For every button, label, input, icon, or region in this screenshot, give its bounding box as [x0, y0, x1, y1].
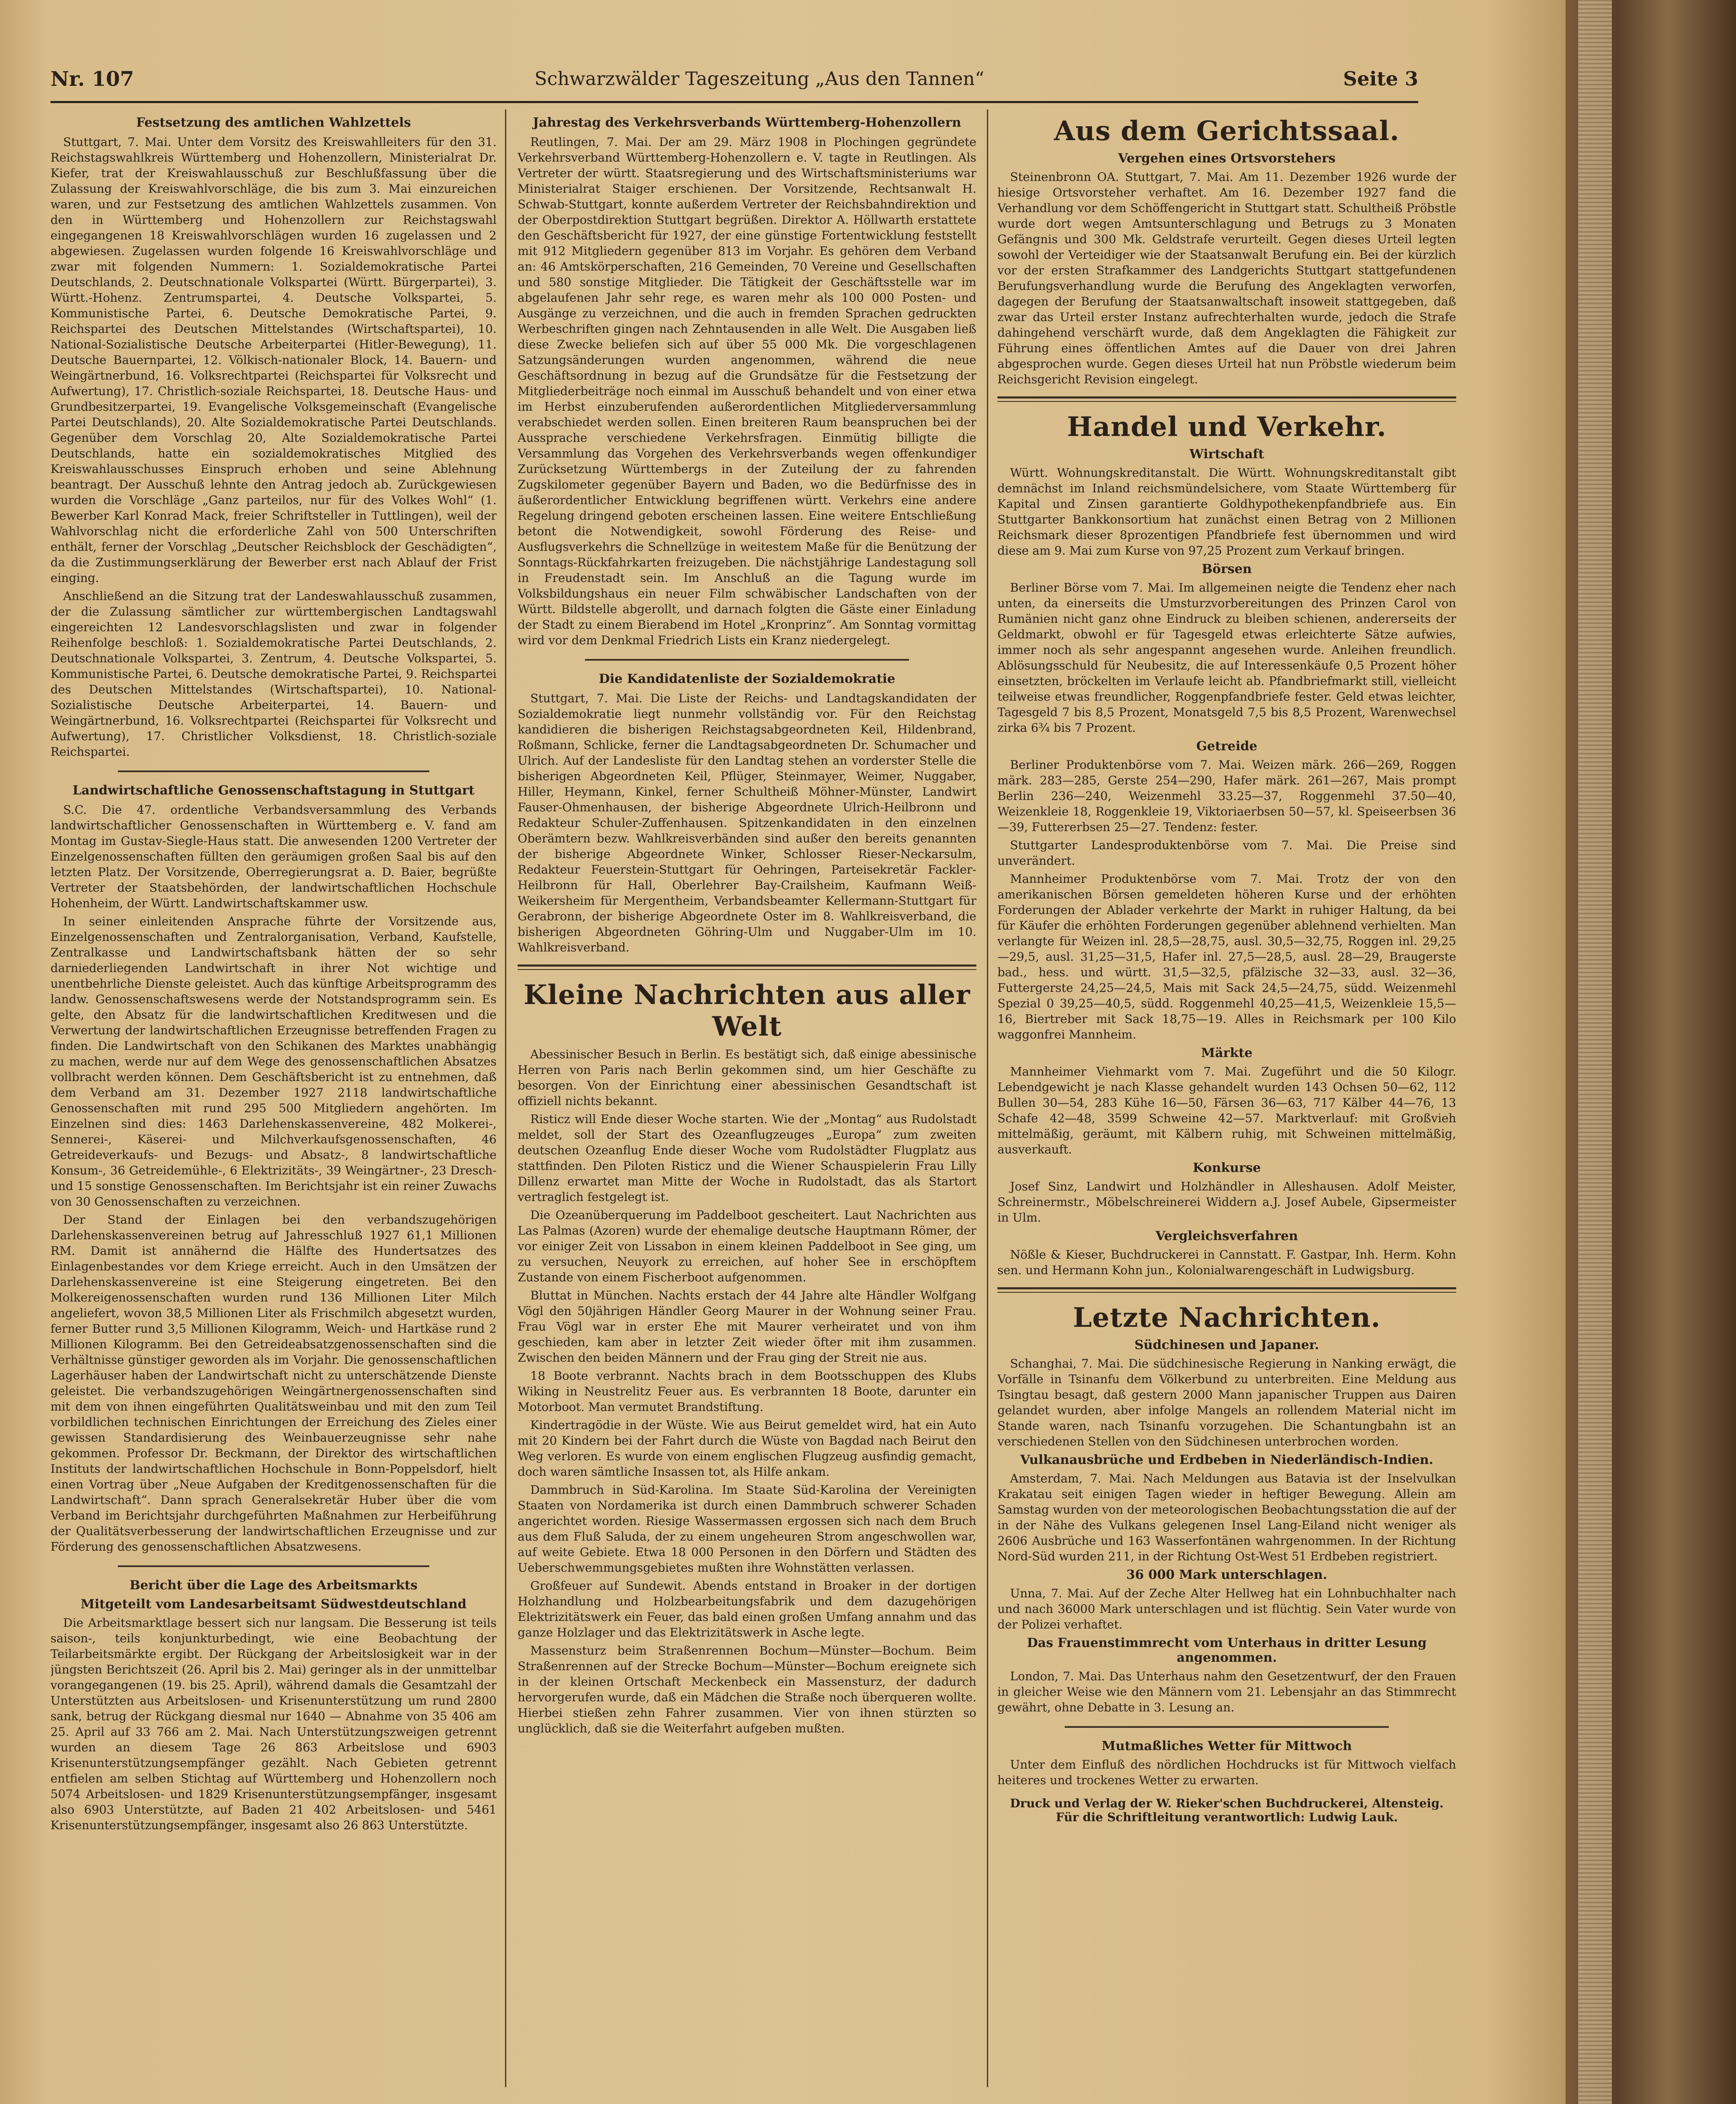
article-text: Josef Sinz, Landwirt und Holzhändler in Alleshausen. Adolf Meister, Schreinermstr., Möbelschreinerei Widdern a.J. Josef Aubele, Gipsermeister in Ulm. [997, 1180, 1456, 1225]
headline: Die Kandidatenliste der Sozialdemokratie [598, 672, 896, 686]
book-binding [1566, 0, 1736, 2104]
headline: Jahrestag des Verkehrsverbands Württemberg-Hohenzollern [533, 115, 961, 130]
article-text: Unna, 7. Mai. Auf der Zeche Alter Hellweg hat ein Lohnbuchhalter nach und nach 36000 Mark unterschlagen und ist flüchtig. Sein Vater wurde von der Polizei verhaftet. [997, 1586, 1456, 1631]
column-middle [518, 109, 976, 2096]
page-number: Seite 3 [1343, 67, 1418, 90]
separator [1065, 1726, 1389, 1728]
imprint: Druck und Verlag der W. Rieker'schen Buchdruckerei, Altensteig. Für die Schriftleitung verantwortlich: Ludwig Lauk. [1010, 1796, 1444, 1824]
subheadline: Südchinesen und Japaner. [1134, 1338, 1319, 1352]
article-text: Steinenbronn OA. Stuttgart, 7. Mai. Am 11. Dezember 1926 wurde der hiesige Ortsvorsteher verhaftet. Am 16. Dezember 1927 fand die Verhandlung vor dem Schöffengericht in Stuttgart statt. Schultheiß Pröbstle wurde dort wegen Amtsunterschlagung und Betrugs zu 3 Monaten Gefängnis und 300 Mk. Geldstrafe verurteilt. Gegen dieses Urteil legten sowohl der Verteidiger wie der Staatsanwalt Berufung ein. Bei der kürzlich vor der ersten Strafkammer des Landgerichts Stuttgart stattgefundenen Berufungsverhandlung wurde die Berufung des Angeklagten verworfen, dagegen der Berufung der Staatsanwaltschaft insoweit stattgegeben, daß zwar das Urteil erster Instanz aufrechterhalten wurde, jedoch die Strafe dahingehend verschärft wurde, daß dem Angeklagten die Fähigkeit zur Führung eines öffentlichen Amtes auf die Dauer von drei Jahren abgesprochen wurde. Gegen dieses Urteil hat nun Pröbstle wiederum beim Reichsgericht Revision eingelegt. [997, 170, 1456, 386]
article-text: Berliner Produktenbörse vom 7. Mai. Weizen märk. 266—269, Roggen märk. 283—285, Gerste 254—290, Hafer märk. 261—267, Mais prompt Berlin 236—240, Weizenmehl 33.25—37, Roggenmehl 37.50—40, Weizenkleie 18, Roggenkleie 19, Viktoriaerbsen 50—57, kl. Speiseerbsen 36—39, Futtererbsen 25—27. Tendenz: fester. [997, 758, 1456, 834]
separator [585, 659, 909, 661]
issue-number: Nr. 107 [51, 67, 134, 91]
article-text: Reutlingen, 7. Mai. Der am 29. März 1908 in Plochingen gegründete Verkehrsverband Württemberg-Hohenzollern e. V. tagte in Reutlingen. Als Vertreter der württ. Staatsregierung und des Wirtschaftsministeriums war Ministerialrat Staiger erschienen. Der Vorsitzende, Rechtsanwalt H. Schwab-Stuttgart, konnte außerdem Vertreter der Reichsbahndirektion und der Oberpostdirektion Stuttgart begrüßen. Direktor A. Höllwarth erstattete den Geschäftsbericht für 1927, der eine günstige Fortentwicklung feststellt mit 912 Mitgliedern gegenüber 813 im Vorjahr. Es gehören dem Verband an: 46 Amtskörperschaften, 216 Gemeinden, 70 Vereine und Gesellschaften und 580 sonstige Mitglieder. Die Tätigkeit der Geschäftsstelle war im abgelaufenen Jahr sehr rege, es waren mehr als 100 000 Posten- und Ausgänge zu verzeichnen, und die auch in fremden Sprachen gedruckten Werbeschriften gingen nach Zehntausenden in alle Welt. Die Ausgaben ließ diese Zwecke beliefen sich auf über 55 000 Mk. Die vorgeschlagenen Satzungsänderungen wurden angenommen, während die neue Geschäftsordnung in bezug auf die Grundsätze für die Festsetzung der Mitgliederbeiträge noch einmal im Ausschuß behandelt und von einer etwa im Herbst einzuberufenden außerordentlichen Mitgliederversammlung verabschiedet werden sollen. Einen breiteren Raum beanspruchen bei der Aussprache verschiedene Verkehrsfragen. Einmütig billigte die Versammlung das Vorgehen des Verkehrsverbands wegen offenkundiger Zurücksetzung Württembergs in der Zuteilung der zu fahrenden Zugskilometer gegenüber Bayern und Baden, wo die Bedürfnisse des in äußerordentlicher Entwicklung begriffenen württ. Verkehrs eine andere Regelung dringend geboten erscheinen lassen. Eine weitere Entschließung betont die Notwendigkeit, sowohl Förderung des Reise- und Ausflugsverkehrs die Schnellzüge in weitestem Maße für die Benützung der Sonntags-Rückfahrkarten freizugeben. Die nächstjährige Landestagung soll in Freudenstadt sein. Im Anschluß an die Tagung wurde im Volksbildungshaus ein neuer Film schwäbischer Landschaften von der Württ. Bildstelle abgerollt, und darnach folgten die Gäste einer Einladung der Stadt zu einem Bierabend im Hotel „Kronprinz“. Am Sonntag vormittag wird vor dem Denkmal Friedrich Lists ein Kranz niedergelegt. [518, 135, 976, 647]
news-item: Abessinischer Besuch in Berlin. Es bestätigt sich, daß einige abessinische Herren von Paris nach Berlin gekommen sind, um hier Geschäfte zu besorgen. Von der Einrichtung einer abessinischen Gesandtschaft ist offiziell nichts bekannt. [518, 1047, 976, 1108]
subheadline: Mutmaßliches Wetter für Mittwoch [1101, 1739, 1352, 1753]
article-text: Unter dem Einfluß des nördlichen Hochdrucks ist für Mittwoch vielfach heiteres und trockenes Wetter zu erwarten. [997, 1758, 1456, 1787]
section-title: Aus dem Gerichtssaal. [1054, 115, 1400, 147]
news-item: Risticz will Ende dieser Woche starten. Wie der „Montag“ aus Rudolstadt meldet, soll der Start des Ozeanflugzeuges „Europa“ zum zweiten deutschen Ozeanflug Ende dieser Woche vom Rudolstädter Flugplatz aus stattfinden. Den Piloten Risticz und die Wiener Schauspielerin Frau Lilly Dillenz erwartet man Mitte der Woche in Rudolstadt, das als Startort vertraglich festgelegt ist. [518, 1112, 976, 1204]
news-item: Dammbruch in Süd-Karolina. Im Staate Süd-Karolina der Vereinigten Staaten von Nordamerika ist durch einen Dammbruch schwerer Schaden angerichtet worden. Riesige Wassermassen ergossen sich nach dem Bruch aus dem Fluß Saluda, der zu einem ungeheuren Strom angeschwollen war, auf weite Gebiete. Etwa 18 000 Personen in den Dörfern und Städten des Ueberschwemmungsgebietes mußten ihre Wohnstätten verlassen. [518, 1483, 976, 1575]
article-text: Berliner Börse vom 7. Mai. Im allgemeinen neigte die Tendenz eher nach unten, da einerseits die Umsturzvorbereitungen des Prinzen Carol von Rumänien nicht ganz ohne Eindruck zu bleiben schienen, andererseits der Geldmarkt, obwohl er für Tagesgeld etwas erleichterte Sätze aufwies, immer noch als sehr angespannt angesehen wurde. Anleihen freundlich. Ablösungsschuld für Neubesitz, die auf Interessenkäufe 0,5 Prozent höher einsetzten, bröckelten im Verlaufe leicht ab. Pfandbriefmarkt still, vielleicht teilweise etwas freundlicher, Roggenpfandbriefe fester. Geld etwas leichter, Tagesgeld 7 bis 8,5 Prozent, Monatsgeld 7,5 bis 8,5 Prozent, Warenwechsel zirka 6¾ bis 7 Prozent. [997, 581, 1456, 735]
headline: Festsetzung des amtlichen Wahlzettels [136, 115, 411, 130]
news-item: Großfeuer auf Sundewit. Abends entstand in Broaker in der dortigen Holzhandlung und Holzbearbeitungsfabrik und dem dazugehörigen Elektrizitätswerk ein Feuer, das bald einen großen Umfang annahm und das ganze Holzlager und das Elektrizitätswerk in Asche legte. [518, 1579, 976, 1639]
article-text: Stuttgart, 7. Mai. Unter dem Vorsitz des Kreiswahlleiters für den 31. Reichstagswahlkreis Württemberg und Hohenzollern, Ministerialrat Dr. Kiefer, trat der Kreiswahlausschuß zur Beschlußfassung über die Zulassung der Kreiswahlvorschläge, die bis zum 3. Mai einzureichen waren, und zur Festsetzung des amtlichen Wahlzettels zusammen. Von den in Württemberg und Hohenzollern zur Reichstagswahl eingegangenen 18 Kreiswahlvorschlägen wurden 16 zugelassen und 2 abgewiesen. Zugelassen wurden folgende 16 Kreiswahlvorschläge und zwar mit folgenden Nummern: 1. Sozialdemokratische Partei Deutschlands, 2. Deutschnationale Volkspartei (Württ. Bürgerpartei), 3. Württ.-Hohenz. Zentrumspartei, 4. Deutsche Volkspartei, 5. Kommunistische Partei, 6. Deutsche Demokratische Partei, 9. Reichspartei des Deutschen Mittelstandes (Wirtschaftspartei), 10. National-Sozialistische Deutsche Arbeiterpartei (Hitler-Bewegung), 11. Deutsche Bauernpartei, 12. Völkisch-nationaler Block, 14. Bauern- und Weingärtnerbund, 16. Volksrechtpartei (Reichspartei für Volksrecht und Aufwertung), 17. Christlich-soziale Reichspartei, 18. Deutsche Haus- und Grundbesitzerpartei, 19. Evangelische Volksgemeinschaft (Evangelische Partei Deutschlands), 20. Alte Sozialdemokratische Partei Deutschlands. Gegenüber dem Vorschlag 20, Alte Sozialdemokratische Partei Deutschlands, hatte ein sozialdemokratisches Mitglied des Kreiswahlausschusses Einspruch erhoben und seine Ablehnung beantragt. Der Ausschuß lehnte den Antrag jedoch ab. Zurückgewiesen wurden die Vorschläge „Ganz parteilos, nur für des Volkes Wohl“ (1. Bewerber Karl Konrad Mack, freier Schriftsteller in Tuttlingen), weil der Wahlvorschlag nicht die erforderliche Zahl von 500 Unterschriften enthält, ferner der Vorschlag „Deutscher Reichsblock der Geschädigten“, da die Zustimmungserklärung der Bewerber erst nach Ablauf der Frist einging. [51, 135, 497, 585]
double-rule [997, 1287, 1456, 1293]
article-text: Nößle & Kieser, Buchdruckerei in Cannstatt. F. Gastpar, Inh. Herm. Kohn sen. und Hermann Kohn jun., Kolonialwarengeschäft in Ludwigsburg. [997, 1248, 1456, 1277]
separator [118, 1565, 429, 1567]
news-item: 18 Boote verbrannt. Nachts brach in dem Bootsschuppen des Klubs Wiking in Neustrelitz Feuer aus. Es verbrannten 18 Boote, darunter ein Motorboot. Man vermutet Brandstiftung. [518, 1369, 976, 1414]
subheadline: Börsen [1202, 562, 1252, 576]
subheadline: Getreide [1196, 739, 1257, 754]
article-text: In seiner einleitenden Ansprache führte der Vorsitzende aus, Einzelgenossenschaften und Zentralorganisation, Verband, Kaufstelle, Zentralkasse und Landwirtschaftsbank hätten der so sehr darniederliegenden Landwirtschaft in ihrer Not wichtige und unentbehrliche Dienste geleistet. Auch das künftige Arbeitsprogramm des landw. Genossenschaftswesens werde der Notstandsprogramm sein. Es gelte, den Absatz für die landwirtschaftlichen Kreditwesen und die Verwertung der landwirtschaftlichen Erzeugnisse betreffenden Fragen zu finden. Die Landwirtschaft von den Schikanen des Marktes unabhängig zu machen, werde nur auf dem Wege des genossenschaftlichen Absatzes vollbracht werden können. Dem Geschäftsbericht ist zu entnehmen, daß dem Verband am 31. Dezember 1927 2118 landwirtschaftliche Genossenschaften mit rund 295 500 Mitgliedern angehörten. Im Einzelnen sind dies: 1463 Darlehenskassenvereine, 482 Molkerei-, Sennerei-, Käserei- und Milchverkaufsgenossenschaften, 46 Getreideverkaufs- und Bezugs- und Absatz-, 8 landwirtschaftliche Konsum-, 36 Getreidemühle-, 6 Elektrizitäts-, 39 Weingärtner-, 23 Dresch- und 15 sonstige Genossenschaften. Im Berichtsjahr ist ein reiner Zuwachs von 30 Genossenschaften zu verzeichnen. [51, 914, 497, 1209]
article-text: Mannheimer Produktenbörse vom 7. Mai. Trotz der von den amerikanischen Börsen gemeldeten höheren Kurse und der erhöhten Forderungen der Ablader verkehrte der Markt in ruhiger Haltung, da bei für Käufer die erhöhten Forderungen gegenüber ablehnend verhielten. Man verlangte für Weizen inl. 28,5—28,75, ausl. 30,5—32,75, Roggen inl. 29,25—29,5, ausl. 31,25—31,5, Hafer inl. 27,5—28,5, ausl. 28—29, Braugerste bad., hess. und württ. 31,5—32,5, pfälzische 32—33, ausl. 32—36, Futtergerste 24,25—24,5, Mais mit Sack 24,5—24,75, südd. Weizenmehl Spezial 0 39,25—40,5, südd. Roggenmehl 40,25—41,5, Weizenkleie 15,5—16, Biertreber mit Sack 18,75—19. Alles in Reichsmark per 100 Kilo waggonfrei Mannheim. [997, 872, 1456, 1041]
masthead-title: Schwarzwälder Tageszeitung „Aus den Tannen“ [534, 68, 984, 90]
news-item: Die Ozeanüberquerung im Paddelboot gescheitert. Laut Nachrichten aus Las Palmas (Azoren) wurde der ehemalige deutsche Hauptmann Römer, der vor einiger Zeit von Lissabon in einem kleinen Paddelboot in See ging, um zu versuchen, Neuyork zu erreichen, auf hoher See in erschöpftem Zustande von einem Fischerboot aufgenommen. [518, 1208, 976, 1284]
headline: Landwirtschaftliche Genossenschaftstagung in Stuttgart [72, 783, 475, 798]
page-edges [1578, 0, 1612, 2104]
column-left [51, 109, 497, 2096]
column-rule [987, 109, 988, 2087]
news-item: Bluttat in München. Nachts erstach der 44 Jahre alte Händler Wolfgang Vögl den 50jährigen Händler Georg Maurer in der Wohnung seiner Frau. Frau Vögl war in erster Ehe mit Maurer verheiratet und von ihm geschieden, kam aber in letzter Zeit wieder öfter mit ihm zusammen. Zwischen den beiden Männern und der Frau ging der Streit nie aus. [518, 1288, 976, 1365]
subheadline: 36 000 Mark unterschlagen. [1126, 1567, 1327, 1582]
news-item: Kindertragödie in der Wüste. Wie aus Beirut gemeldet wird, hat ein Auto mit 20 Kindern bei der Fahrt durch die Wüste von Bagdad nach Beirut den Weg verloren. Es wurde von einem englischen Flugzeug ausfindig gemacht, doch waren sämtliche Insassen tot, als Hilfe ankam. [518, 1418, 976, 1479]
subheadline: Konkurse [1193, 1161, 1261, 1175]
subheadline: Märkte [1201, 1046, 1253, 1060]
article-text: Württ. Wohnungskreditanstalt. Die Württ. Wohnungskreditanstalt gibt demnächst im Inland reichsmündelsichere, vom Staate Württemberg für Kapital und Zinsen garantierte Goldhypothekenpfandbriefe aus. Ein Stuttgarter Bankkonsortium hat zunächst einen Betrag von 2 Millionen Reichsmark dieser 8prozentigen Pfandbriefe fest übernommen und wird diese am 9. Mai zum Kurse von 97,25 Prozent zum Verkauf bringen. [997, 466, 1456, 558]
article-text: Stuttgarter Landesproduktenbörse vom 7. Mai. Die Preise sind unverändert. [997, 838, 1456, 868]
section-title: Letzte Nachrichten. [1073, 1302, 1381, 1334]
article-text: S.C. Die 47. ordentliche Verbandsversammlung des Verbands landwirtschaftlicher Genossenschaften in Württemberg e. V. fand am Montag im Gustav-Siegle-Haus statt. Die anwesenden 1200 Vertreter der Einzelgenossenschaften füllten den geräumigen großen Saal bis auf den letzten Platz. Der Vorsitzende, Oberregierungsrat a. D. Baier, begrüßte Vertreter der Staatsbehörden, der landwirtschaftlichen Hochschule Hohenheim, der Württ. Landwirtschaftskammer usw. [51, 803, 497, 910]
article-text: Amsterdam, 7. Mai. Nach Meldungen aus Batavia ist der Inselvulkan Krakatau seit einigen Tagen wieder in heftiger Bewegung. Allein am Samstag wurden von der meteorologischen Beobachtungsstation die auf der in der Nähe des Vulkans gelegenen Insel Lang-Eiland nicht weniger als 2606 Ausbrüche und 163 Wasserfontänen wahrgenommen. In der Richtung Nord-Süd wurden 211, in der Richtung Ost-West 51 Erdbeben registriert. [997, 1472, 1456, 1563]
subheadline: Mitgeteilt vom Landesarbeitsamt Südwestdeutschland [80, 1597, 467, 1612]
article-text: Der Stand der Einlagen bei den verbandszugehörigen Darlehenskassenvereinen betrug auf Jahresschluß 1927 61,1 Millionen RM. Damit ist annähernd die Hälfte des Hundertsatzes des Einlagenbestandes vor dem Kriege erreicht. Auch in den Umsätzen der Darlehenskassenvereine ist eine Steigerung eingetreten. Bei den Molkereigenossenschaften wurden rund 136 Millionen Liter Milch angeliefert, wovon 38,5 Millionen Liter als Frischmilch abgesetzt wurden, ferner Butter rund 3,5 Millionen Kilogramm, Weich- und Hartkäse rund 2 Millionen Kilogramm. Bei den Getreideabsatzgenossenschaften sind die Verhältnisse günstiger geworden als im Vorjahr. Die genossenschaftlichen Lagerhäuser haben der Landwirtschaft nicht zu unterschätzende Dienste geleistet. Die verbandszugehörigen Weingärtnergenossenschaften sind mit dem von ihnen eingeführten Qualitätsweinbau und mit den zum Teil vorbildlichen technischen Einrichtungen der Erreichung des Zieles einer gewissen Standardisierung des Weinbauerzeugnisse sehr nahe gekommen. Professor Dr. Beckmann, der Direktor des wirtschaftlichen Instituts der landwirtschaftlichen Hochschule in Bonn-Poppelsdorf, hielt einen Vortrag über „Neue Aufgaben der Kreditgenossenschaften für die Landwirtschaft“. Dann sprach Generalsekretär Huber über die vom Verband im Berichtsjahr durchgeführten Maßnahmen zur Herbeiführung der Qualitätsverbesserung der landwirtschaftlichen Erzeugnisse und zur Förderung des genossenschaftlichen Absatzwesens. [51, 1213, 497, 1554]
subheadline: Vergleichsverfahren [1155, 1229, 1298, 1243]
subheadline: Vergehen eines Ortsvorstehers [1118, 151, 1336, 166]
article-text: London, 7. Mai. Das Unterhaus nahm den Gesetzentwurf, der den Frauen in gleicher Weise wie den Männern vom 21. Lebensjahr an das Stimmrecht gewährt, ohne Debatte in 3. Lesung an. [997, 1669, 1456, 1714]
double-rule [518, 964, 976, 970]
article-text: Schanghai, 7. Mai. Die südchinesische Regierung in Nanking erwägt, die Vorfälle in Tsinanfu dem Völkerbund zu unterbreiten. Eine Meldung aus Tsingtau besagt, daß gestern 2000 Mann japanischer Truppen aus Dairen gelandet wurden, aber infolge Mangels an rollendem Material nicht im Stande waren, nach Tsinanfu vorzugehen. Die Schantungbahn ist an verschiedenen Stellen von den Südchinesen unterbrochen worden. [997, 1357, 1456, 1448]
subheadline: Wirtschaft [1189, 447, 1264, 462]
section-title: Kleine Nachrichten aus aller Welt [524, 979, 970, 1042]
subheadline: Das Frauenstimmrecht vom Unterhaus in dritter Lesung angenommen. [1027, 1636, 1427, 1665]
news-item: Massensturz beim Straßenrennen Bochum—Münster—Bochum. Beim Straßenrennen auf der Strecke Bochum—Münster—Bochum ereignete sich in der kleinen Ortschaft Meckenbeck ein Massensturz, der dadurch hervorgerufen wurde, daß ein Mädchen die Straße noch überqueren wollte. Hierbei stießen zehn Fahrer zusammen. Vier von ihnen stürzten so unglücklich, daß sie die Weiterfahrt aufgeben mußten. [518, 1644, 976, 1735]
column-rule [505, 109, 506, 2087]
subheadline: Vulkanausbrüche und Erdbeben in Niederländisch-Indien. [1020, 1453, 1433, 1467]
page-header [51, 63, 1418, 103]
section-title: Handel und Verkehr. [1067, 411, 1387, 443]
article-text: Stuttgart, 7. Mai. Die Liste der Reichs- und Landtagskandidaten der Sozialdemokratie liegt nunmehr vollständig vor. Für den Reichstag kandidieren die bisherigen Reichstagsabgeordneten Keil, Hildenbrand, Roßmann, Schlicke, ferner die Landtagsabgeordneten Dr. Schumacher und Ulrich. Auf der Landesliste für den Landtag stehen an vorderster Stelle die bisherigen Abgeordneten Keil, Pflüger, Steinmayer, Weimer, Nuggaber, Hiller, Heymann, Kinkel, ferner Schultheiß Möhner-Münster, Landwirt Fauser-Ohmenhausen, der bisherige Abgeordnete Ulrich-Heilbronn und Redakteur Schuler-Zuffenhausen. Spitzenkandidaten in den einzelnen Oberämtern bezw. Wahlkreisverbänden sind außer den bereits genannten der bisherige Abgeordnete Winker, Schlosser Rieser-Neckarsulm, Redakteur Feuerstein-Stuttgart für Oehringen, Parteisekretär Fackler-Heilbronn für Hall, Oberlehrer Bay-Crailsheim, Kaufmann Weiß-Weikersheim für Mergentheim, Verbandsbeamter Kellermann-Stuttgart für Gerabronn, der bisherige Abgeordnete Oster im 8. Wahlkreisverband, die bisherigen Abgeordneten Göhring-Ulm und Nuggaber-Ulm im 10. Wahlkreisverband. [518, 691, 976, 954]
article-text: Mannheimer Viehmarkt vom 7. Mai. Zugeführt und die 50 Kilogr. Lebendgewicht je nach Klasse gehandelt wurden 143 Ochsen 50—62, 112 Bullen 30—54, 283 Kühe 16—50, Färsen 36—63, 717 Kälber 44—76, 13 Schafe 42—48, 3599 Schweine 42—57. Marktverlauf: mit Großvieh mittelmäßig, geräumt, mit Kälbern ruhig, mit Schweinen mittelmäßig, ausverkauft. [997, 1065, 1456, 1156]
article-text: Anschließend an die Sitzung trat der Landeswahlausschuß zusammen, der die Zulassung sämtlicher zur württembergischen Landtagswahl eingereichten 12 Landesvorschlagslisten und zwar in folgender Reihenfolge beschloß: 1. Sozialdemokratische Partei Deutschlands, 2. Deutschnationale Volkspartei, 3. Zentrum, 4. Deutsche Volkspartei, 5. Kommunistische Partei, 6. Deutsche demokratische Partei, 9. Reichspartei des Deutschen Mittelstandes (Wirtschaftspartei), 10. National-Sozialistische Deutsche Arbeiterpartei, 14. Bauern- und Weingärtnerbund, 16. Volksrechtpartei (Reichspartei für Volksrecht und Aufwertung), 17. Christlicher Volksdienst, 18. Christlich-soziale Reichspartei. [51, 589, 497, 759]
article-text: Die Arbeitsmarktlage bessert sich nur langsam. Die Besserung ist teils saison-, teils konjunkturbedingt, wie eine Beobachtung der Teilarbeitsmärkte ergibt. Der Rückgang der Arbeitslosigkeit war in der jüngsten Berichtszeit (26. April bis 2. Mai) geringer als in der unmittelbar vorangegangenen (19. bis 25. April), während damals die Gesamtzahl der Unterstützten aus Arbeitslosen- und Krisenunterstützung um rund 2800 sank, betrug der Rückgang diesmal nur 1640 — Abnahme von 35 406 am 25. April auf 33 766 am 2. Mai. Nach Unterstützungszweigen getrennt wurden an diesem Tage 26 863 Arbeitslose und 6903 Krisenunterstützungsempfänger gezählt. Nach Gebieten getrennt entfielen am selben Stichtag auf Württemberg und Hohenzollern noch 5074 Arbeitslosen- und 1829 Krisenunterstützungsempfänger, insgesamt also 6903 Unterstützte, auf Baden 21 402 Arbeitslosen- und 5461 Krisenunterstützungsempfänger, insgesamt also 26 863 Unterstützte. [51, 1616, 497, 1832]
headline: Bericht über die Lage des Arbeitsmarkts [129, 1578, 418, 1593]
double-rule [997, 396, 1456, 402]
column-right [997, 109, 1456, 2096]
separator [118, 770, 429, 772]
